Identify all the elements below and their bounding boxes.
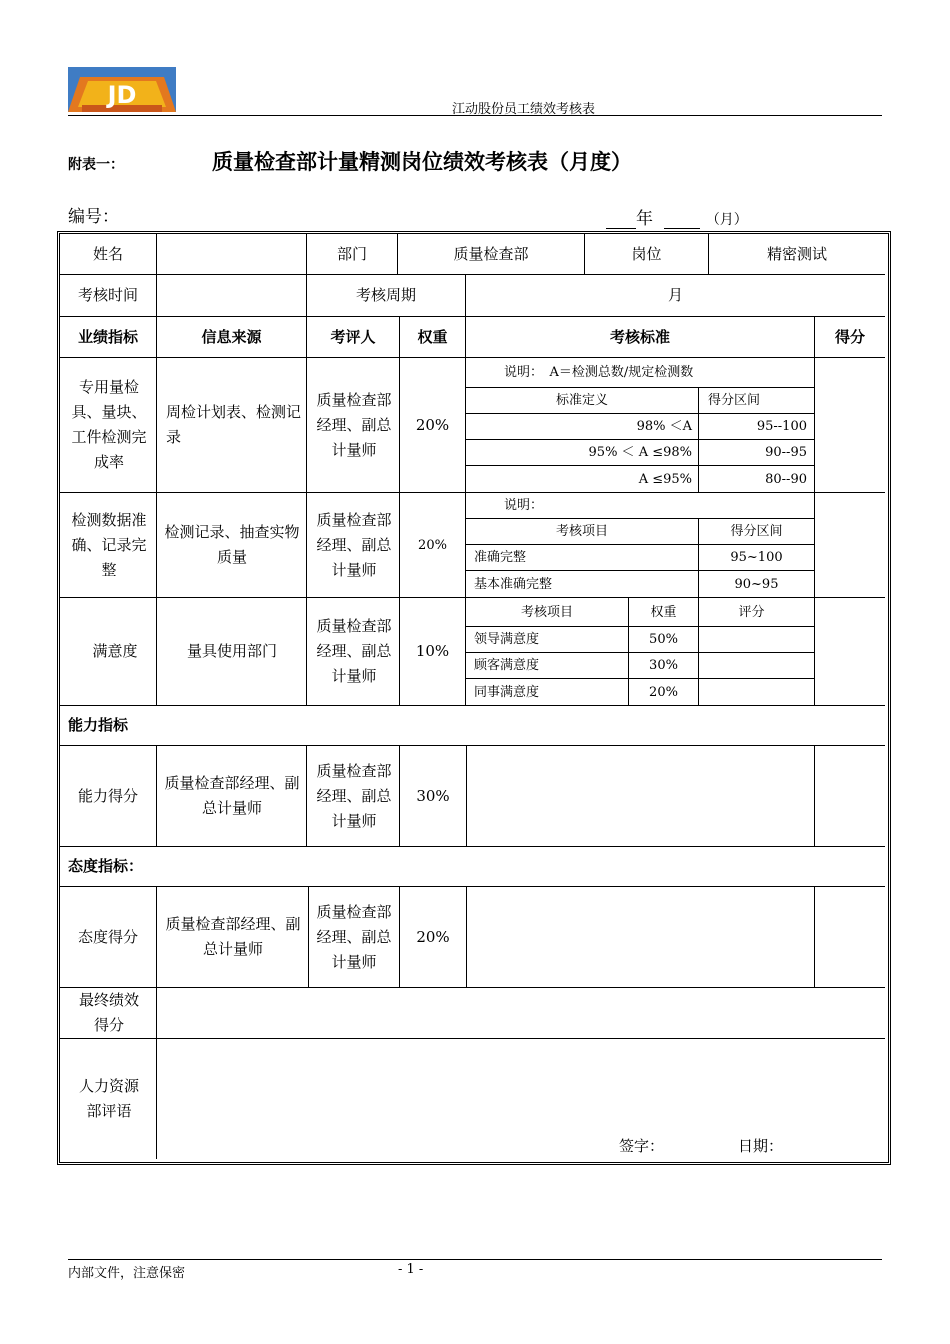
footer-confidential: 内部文件，注意保密: [68, 1266, 186, 1281]
ability-weight: 30%: [416, 786, 450, 805]
name-label: 姓名: [92, 244, 123, 263]
kpi-3-score[interactable]: [815, 598, 885, 705]
name-field[interactable]: [157, 234, 306, 274]
grid-line: [308, 886, 309, 987]
kpi-1-range-2: 90--95: [765, 445, 807, 460]
kpi-3-eval-2[interactable]: [699, 653, 814, 678]
kpi-3-reviewer: 质量检查部经理、副总计量师: [316, 617, 392, 685]
page-number: - 1 -: [398, 1262, 424, 1277]
kpi-2-note: 说明：: [504, 498, 544, 513]
kpi-3-weight: 10%: [415, 642, 450, 660]
kpi-2-item-1: 准确完整: [474, 550, 527, 565]
grid-line: [156, 745, 157, 846]
grid-line: [156, 886, 157, 987]
signature-label: 签字：: [619, 1137, 665, 1155]
dept-label: 部门: [336, 244, 367, 263]
attitude-score[interactable]: [815, 887, 885, 987]
time-label: 考核时间: [77, 286, 138, 304]
kpi-2-range-1: 95~100: [730, 550, 783, 565]
grid-line: [306, 316, 307, 705]
kpi-1-reviewer: 质量检查部经理、副总计量师: [316, 390, 392, 459]
document-title: 质量检查部计量精测岗位绩效考核表（月度）: [212, 150, 632, 174]
dept-value: 质量检查部: [453, 244, 529, 263]
ability-indicator: 能力得分: [77, 786, 138, 805]
attitude-reviewer: 质量检查部经理、副总计量师: [316, 902, 392, 971]
kpi-3-eval-3[interactable]: [699, 679, 814, 705]
kpi-3-head-weight: 权重: [650, 604, 677, 620]
kpi-1-def-2: 95% ＜ A ≤98%: [588, 445, 692, 460]
time-field[interactable]: [157, 275, 306, 316]
col-score: 得分: [834, 327, 865, 346]
kpi-1-weight: 20%: [415, 415, 450, 434]
kpi-3-weight-1: 50%: [649, 632, 678, 647]
kpi-2-head-item: 考核项目: [555, 524, 608, 539]
footer-rule: [68, 1259, 882, 1260]
final-score-field[interactable]: [157, 988, 885, 1038]
kpi-1-def-1: 98% ＜A: [636, 419, 692, 434]
hr-comment-field[interactable]: [157, 1039, 885, 1134]
kpi-1-score[interactable]: [815, 358, 885, 492]
date-label: 日期：: [738, 1137, 784, 1155]
cycle-label: 考核周期: [355, 286, 416, 304]
annex-label: 附表一：: [68, 157, 124, 173]
hr-comment-label: 人力资源部评语: [78, 1077, 139, 1120]
kpi-2-weight: 20%: [418, 537, 447, 553]
kpi-1-note: 说明： A＝检测总数/规定检测数: [504, 365, 694, 380]
kpi-2-score[interactable]: [815, 493, 885, 597]
kpi-2-item-2: 基本准确完整: [474, 576, 553, 592]
kpi-1-range-1: 95--100: [756, 419, 807, 434]
kpi-2-reviewer: 质量检查部经理、副总计量师: [316, 510, 392, 579]
header-form-name: 江动股份员工绩效考核表: [452, 102, 596, 117]
kpi-1-head-def: 标准定义: [555, 393, 608, 408]
kpi-3-item-2: 顾客满意度: [474, 658, 540, 673]
kpi-1-source: 周检计划表、检测记录: [166, 403, 302, 446]
post-value: 精密测试: [766, 244, 827, 263]
code-label: 编号：: [68, 207, 119, 227]
ability-score[interactable]: [815, 746, 885, 846]
attitude-standard[interactable]: [467, 887, 814, 987]
year-blank[interactable]: [606, 212, 636, 229]
header-rule: [68, 115, 882, 116]
kpi-2-source: 检测记录、抽查实物质量: [164, 523, 300, 566]
kpi-3-item-1: 领导满意度: [474, 632, 540, 647]
kpi-2-head-range: 得分区间: [730, 524, 783, 539]
cycle-value: 月: [667, 286, 683, 304]
kpi-2-range-2: 90~95: [734, 576, 779, 592]
kpi-3-weight-3: 20%: [649, 684, 678, 700]
attitude-source: 质量检查部经理、副总计量师: [165, 915, 301, 958]
kpi-1-def-3: A ≤95%: [638, 471, 692, 487]
kpi-2-indicator: 检测数据准确、记录完整: [71, 510, 147, 579]
col-reviewer: 考评人: [330, 327, 376, 346]
kpi-1-range-3: 80--90: [765, 471, 807, 487]
col-source: 信息来源: [201, 327, 262, 346]
kpi-3-indicator: 满意度: [92, 642, 138, 660]
company-logo: [68, 67, 176, 112]
col-indicator: 业绩指标: [77, 327, 138, 346]
final-score-label: 最终绩效得分: [78, 991, 139, 1034]
grid-line: [306, 745, 307, 846]
kpi-3-source: 量具使用部门: [186, 642, 277, 660]
month-label: （月）: [705, 212, 748, 228]
kpi-3-head-eval: 评分: [738, 604, 765, 620]
post-label: 岗位: [631, 244, 662, 263]
attitude-section-title: 态度指标：: [68, 857, 144, 875]
kpi-1-indicator: 专用量检具、量块、工件检测完成率: [71, 378, 147, 471]
kpi-3-eval-1[interactable]: [699, 627, 814, 652]
year-label: 年: [636, 209, 653, 229]
ability-standard[interactable]: [467, 746, 814, 846]
attitude-weight: 20%: [416, 927, 450, 946]
kpi-3-item-3: 同事满意度: [474, 684, 540, 700]
col-standard: 考核标准: [609, 327, 670, 346]
ability-source: 质量检查部经理、副总计量师: [164, 774, 300, 817]
ability-reviewer: 质量检查部经理、副总计量师: [316, 761, 392, 830]
kpi-1-head-range: 得分区间: [708, 393, 761, 408]
col-weight: 权重: [417, 327, 448, 346]
kpi-3-head-item: 考核项目: [520, 604, 573, 620]
attitude-indicator: 态度得分: [77, 927, 138, 946]
year-month-line: [606, 204, 748, 229]
kpi-3-weight-2: 30%: [649, 658, 678, 673]
month-blank[interactable]: [664, 212, 700, 229]
ability-section-title: 能力指标: [68, 716, 129, 734]
logo-letters: JD: [107, 81, 137, 109]
